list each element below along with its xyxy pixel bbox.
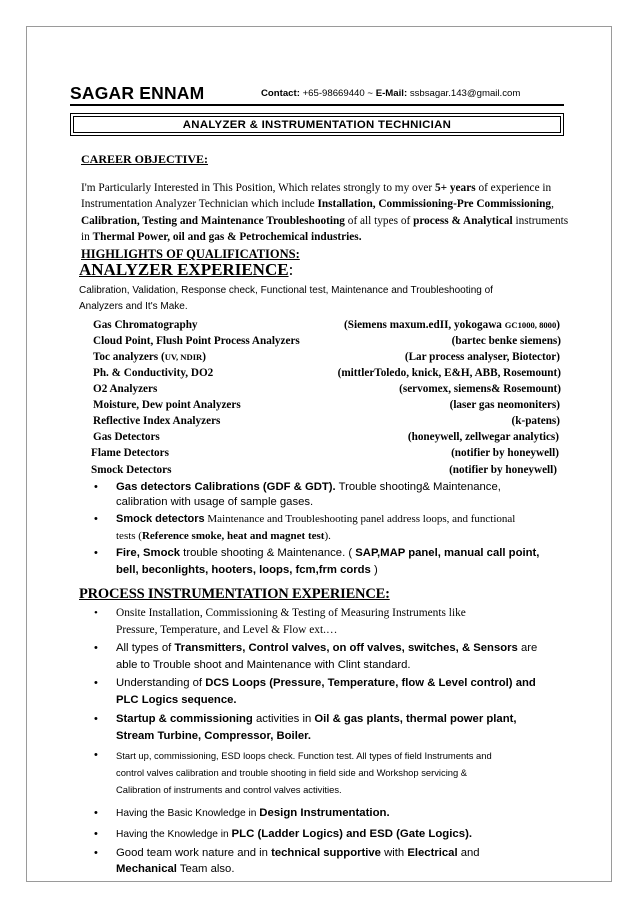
bullet-text: Onsite Installation, Commissioning & Testing of Measuring Instruments like	[116, 607, 466, 619]
bullet-text: calibration with usage of sample gases.	[116, 496, 314, 508]
career-calibration: Calibration, Testing and Maintenance Troubleshooting	[81, 214, 345, 227]
list-item-text	[116, 480, 564, 510]
list-item-text	[116, 747, 564, 798]
bullet-icon: •	[94, 807, 98, 819]
list-item-text	[116, 605, 564, 639]
bullet-bold: Smock detectors	[116, 513, 205, 525]
bullet-bold: Mechanical	[116, 863, 177, 875]
bullet-icon: •	[94, 828, 98, 840]
analyzer-experience-title: ANALYZER EXPERIENCE	[79, 260, 289, 279]
list-item-text	[116, 511, 564, 545]
contact-line	[261, 88, 520, 99]
bullet-icon: •	[94, 607, 98, 619]
career-text-3: of all types of	[347, 214, 411, 227]
bullet-bold: Design Instrumentation.	[259, 807, 390, 819]
analyzer-name: Gas Detectors	[93, 431, 160, 443]
bullet-bold: Reference smoke, heat and magnet test	[141, 530, 325, 542]
bullet-bold: Stream Turbine, Compressor, Boiler.	[116, 730, 312, 742]
analyzer-make: (mittlerToledo, knick, E&H, ABB, Rosemount)	[337, 367, 561, 379]
bullet-text: tests (	[116, 530, 142, 542]
analyzer-name: Flame Detectors	[91, 447, 169, 459]
bullet-text: control valves calibration and trouble shooting in field side and Workshop servicing &	[116, 767, 468, 778]
bullet-text: All types of	[116, 642, 175, 654]
bullet-icon: •	[94, 749, 98, 761]
career-objective-heading: CAREER OBJECTIVE:	[81, 152, 209, 166]
contact-separator: ~	[367, 88, 374, 99]
career-text-1: I'm Particularly Interested in This Position, Which relates strongly to my over	[81, 182, 433, 194]
bullet-text: are	[517, 642, 538, 654]
bullet-icon: •	[94, 847, 98, 859]
bullet-bold: PLC (Ladder Logics) and ESD (Gate Logics).	[231, 828, 473, 840]
bullet-text: Good team work nature and in	[116, 847, 272, 859]
header-rule	[70, 104, 564, 106]
list-item-text	[116, 640, 564, 674]
career-text-4: instruments in	[81, 214, 569, 244]
career-industries: Thermal Power, oil and gas & Petrochemical industries.	[92, 231, 362, 244]
bullet-bold: technical supportive	[271, 847, 381, 859]
analyzer-name: Cloud Point, Flush Point Process Analyzers	[93, 335, 300, 347]
bullet-bold: DCS Loops (Pressure, Temperature, flow & Level control) and	[205, 677, 536, 689]
career-process: process & Analytical	[413, 214, 513, 227]
analyzer-name: Gas Chromatography	[93, 319, 198, 331]
bullet-text: Team also.	[176, 863, 235, 875]
job-title: ANALYZER & INSTRUMENTATION TECHNICIAN	[73, 116, 561, 133]
bullet-bold: Transmitters, Control valves, on off valves, switches, & Sensors	[174, 642, 518, 654]
bullet-text: Trouble shooting& Maintenance,	[335, 481, 501, 493]
bullet-text: Maintenance and Troubleshooting panel address loops, and functional	[204, 513, 516, 525]
analyzer-name: Reflective Index Analyzers	[93, 415, 221, 427]
calibration-summary: Calibration, Validation, Response check, Functional test, Maintenance and Troubleshooting of Analyzers and It's Make.	[79, 285, 493, 312]
list-item-text	[116, 845, 564, 877]
contact-label: Contact:	[261, 88, 300, 99]
bullet-bold: SAP,MAP panel, manual call point,	[352, 547, 540, 559]
analyzer-name: Ph. & Conductivity, DO2	[93, 367, 214, 379]
bullet-bold: bell, beconlights, hooters, loops, fcm,frm cords	[116, 564, 371, 576]
bullet-icon: •	[94, 481, 98, 493]
bullet-text: and	[457, 847, 480, 859]
analyzer-name-end: )	[202, 351, 206, 363]
analyzer-make-end: )	[556, 319, 560, 331]
analyzer-make: (honeywell, zellwegar analytics)	[407, 431, 559, 443]
bullet-icon: •	[94, 677, 98, 689]
analyzer-name: Moisture, Dew point Analyzers	[93, 399, 241, 411]
list-item-text	[116, 711, 564, 745]
bullet-text: able to Trouble shoot and Maintenance with Clint standard.	[116, 659, 411, 671]
process-experience-heading: PROCESS INSTRUMENTATION EXPERIENCE:	[79, 586, 390, 602]
bullet-bold: PLC Logics sequence.	[116, 694, 237, 706]
bullet-text: )	[370, 564, 378, 576]
bullet-text: trouble shooting & Maintenance. (	[180, 547, 353, 559]
analyzer-name-text: Toc analyzers (	[93, 351, 165, 363]
career-years: 5+ years	[434, 182, 476, 194]
highlights-heading: HIGHLIGHTS OF QUALIFICATIONS:	[81, 247, 300, 261]
analyzer-name	[93, 351, 206, 363]
career-objective-text	[81, 180, 571, 246]
analyzer-make-text: (Siemens maxum.edII, yokogawa	[344, 319, 505, 331]
bullet-bold: Startup & commissioning	[116, 713, 253, 725]
list-item-text	[116, 545, 564, 579]
bullet-text: with	[380, 847, 408, 859]
career-text-2: of experience in Instrumentation Analyzer Technician which include	[81, 182, 552, 211]
list-item-text	[116, 675, 564, 709]
bullet-bold: Gas detectors Calibrations (GDF & GDT).	[116, 481, 336, 493]
bullet-bold: Electrical	[407, 847, 458, 859]
bullet-text: Having the Knowledge in	[116, 829, 232, 840]
analyzer-make: (k-patens)	[511, 415, 560, 427]
resume-header	[70, 83, 564, 105]
bullet-bold: Fire, Smock	[116, 547, 181, 559]
bullet-icon: •	[94, 713, 98, 725]
bullet-icon: •	[94, 513, 98, 525]
analyzer-make: (bartec benke siemens)	[451, 335, 561, 347]
bullet-text: Calibration of instruments and control valves activities.	[116, 784, 342, 795]
analyzer-name: Smock Detectors	[91, 464, 172, 476]
bullet-text: Having the Basic Knowledge in	[116, 808, 260, 819]
analyzer-make: (notifier by honeywell)	[451, 447, 559, 459]
bullet-text: ).	[324, 530, 331, 542]
bullet-text: Start up, commissioning, ESD loops check. Function test. All types of field Instruments and	[116, 750, 492, 761]
list-item-text	[116, 826, 564, 843]
candidate-name: SAGAR ENNAM	[70, 83, 205, 103]
analyzer-make: (laser gas neomoniters)	[449, 399, 560, 411]
analyzer-make	[344, 319, 560, 331]
analyzer-make: (notifier by honeywell)	[449, 464, 557, 476]
bullet-text: Understanding of	[116, 677, 206, 689]
job-title-box	[70, 113, 564, 136]
analyzer-name-types: UV, NDIR	[164, 352, 203, 362]
analyzer-name: O2 Analyzers	[93, 383, 158, 395]
bullet-icon: •	[94, 642, 98, 654]
analyzer-experience-colon: :	[288, 260, 294, 279]
analyzer-make-models: GC1000, 8000	[504, 320, 557, 330]
career-comma: ,	[551, 198, 554, 211]
list-item-text	[116, 805, 564, 822]
bullet-bold: Oil & gas plants, thermal power plant,	[314, 713, 517, 725]
analyzer-make: (Lar process analyser, Biotector)	[404, 351, 560, 363]
email-label: E-Mail:	[375, 88, 408, 99]
email-address: ssbsagar.143@gmail.com	[409, 88, 521, 99]
contact-phone: +65-98669440	[302, 88, 365, 99]
analyzer-make: (servomex, siemens& Rosemount)	[399, 383, 561, 395]
bullet-text: Pressure, Temperature, and Level & Flow ext.…	[116, 624, 338, 636]
bullet-text: activities in	[252, 713, 315, 725]
career-installation: Installation, Commissioning-Pre Commissioning	[317, 198, 552, 211]
analyzer-experience-heading	[79, 260, 293, 280]
bullet-icon: •	[94, 547, 98, 559]
